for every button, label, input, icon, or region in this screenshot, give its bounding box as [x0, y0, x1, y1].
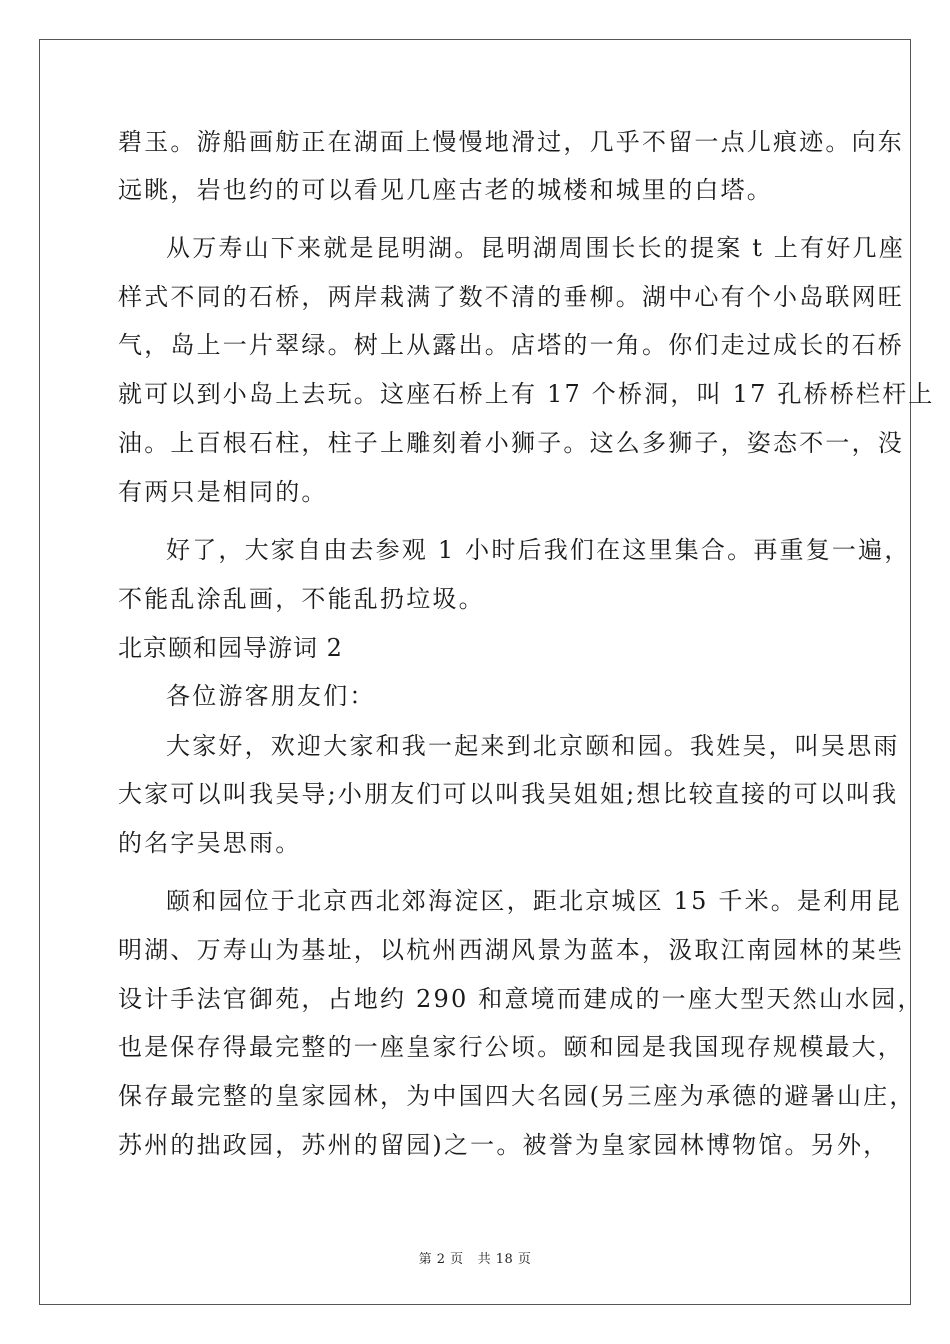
text-line: 也是保存得最完整的一座皇家行公顷。颐和园是我国现存规模最大，: [118, 1033, 904, 1061]
paragraph-start: 好了，大家自由去参观 1 小时后我们在这里集合。再重复一遍，: [166, 536, 911, 564]
text-line: 不能乱涂乱画，不能乱扔垃圾。: [118, 585, 485, 613]
paragraph-start: 颐和园位于北京西北郊海淀区，距北京城区 15 千米。是利用昆: [166, 887, 902, 915]
text-line: 的名字吴思雨。: [118, 829, 302, 857]
paragraph-start: 从万寿山下来就是昆明湖。昆明湖周围长长的提案 t 上有好几座: [166, 234, 905, 262]
salutation: 各位游客朋友们：: [166, 682, 376, 710]
text-line: 样式不同的石桥，两岸栽满了数不清的垂柳。湖中心有个小岛联网旺: [118, 283, 904, 311]
page-footer: [0, 1248, 950, 1267]
text-line: 大家可以叫我吴导;小朋友们可以叫我吴姐姐;想比较直接的可以叫我: [118, 780, 899, 808]
text-line: 远眺，岩也约的可以看见几座古老的城楼和城里的白塔。: [118, 176, 773, 204]
text-line: 设计手法官御苑，占地约 290 和意境而建成的一座大型天然山水园，: [118, 985, 924, 1013]
section-title: 北京颐和园导游词 2: [118, 634, 343, 662]
text-line: 油。上百根石柱，柱子上雕刻着小狮子。这么多狮子，姿态不一，没: [118, 429, 904, 457]
page-border: [39, 39, 911, 1305]
page-number: 第 2 页: [418, 1252, 464, 1267]
page-total: 共 18 页: [477, 1252, 532, 1267]
paragraph-start: 大家好，欢迎大家和我一起来到北京颐和园。我姓吴，叫吴思雨: [166, 732, 900, 760]
text-line: 就可以到小岛上去玩。这座石桥上有 17 个桥洞，叫 17 孔桥桥栏杆上: [118, 380, 935, 408]
text-line: 保存最完整的皇家园林，为中国四大名园(另三座为承德的避暑山庄，: [118, 1082, 916, 1110]
text-line: 有两只是相同的。: [118, 478, 328, 506]
text-line: 苏州的拙政园，苏州的留园)之一。被誉为皇家园林博物馆。另外，: [118, 1131, 890, 1159]
text-line: 碧玉。游船画舫正在湖面上慢慢地滑过，几乎不留一点儿痕迹。向东: [118, 128, 904, 156]
text-line: 气，岛上一片翠绿。树上从露出。店塔的一角。你们走过成长的石桥: [118, 331, 904, 359]
text-line: 明湖、万寿山为基址，以杭州西湖风景为蓝本，汲取江南园林的某些: [118, 936, 904, 964]
